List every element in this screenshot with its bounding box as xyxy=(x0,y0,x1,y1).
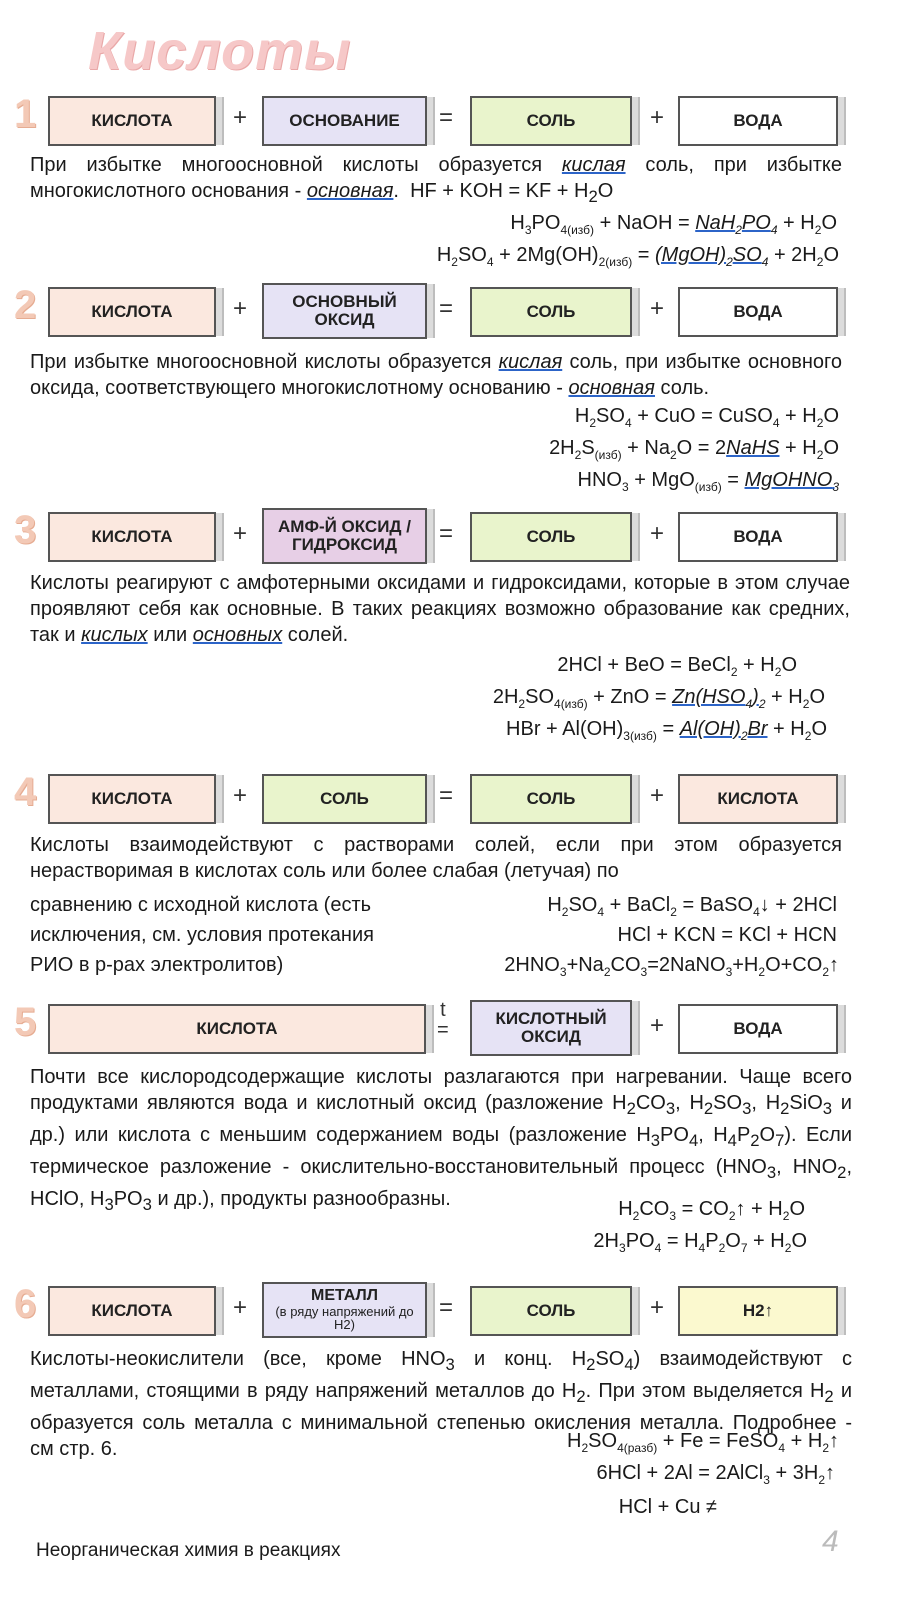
section-text: РИО в р-рах электролитов) xyxy=(30,954,284,976)
box-acid-oxide: КИСЛОТНЫЙ ОКСИД xyxy=(470,1000,632,1056)
op-plus: + xyxy=(650,104,665,131)
section-text: При избытке многоосновной кислоты образуется кислая соль, при избытке многокислотного основания - основная. HF + KOH = KF + $H_2O$ xyxy=(30,154,842,206)
op-plus: + xyxy=(650,1012,665,1039)
equation: $H_2SO_4 + 2Mg(OH)_{2(изб)}$ = $(MgOH)_2SO_4 + 2H_2O$ xyxy=(436,244,839,269)
section-text: Почти все кислородсодержащие кислоты разлагаются при нагревании. Чаще всего продуктами являются вода и кислотный оксид (разложение $H_2CO_3$, $H_2SO_3$, $H_2SiO_3$ и др.) или кислота с меньшим содержанием воды (разложение $H_3PO_4$, $H_4P_2O_7$). Если термическое разложение - окислительно-восстановительный процесс ($HNO_3$, $HNO_2$, HClO, $H_3PO_3$ и др.), продукты разнообразны. xyxy=(30,1066,853,1214)
box-basic-oxide: ОСНОВНЫЙ ОКСИД xyxy=(262,283,427,339)
box-water: ВОДА xyxy=(678,512,838,562)
box-salt: СОЛЬ xyxy=(262,774,427,824)
section-text: исключения, см. условия протекания xyxy=(30,924,374,946)
metal-note: (в ряду напряжений до H2) xyxy=(275,1303,414,1333)
section-text: Кислоты взаимодействуют с растворами солей, если при этом образуется нерастворимая в кислотах соль или более слабая (летучая) по xyxy=(30,834,842,882)
section-text: Кислоты-неокислители (все, кроме $HNO_3$ и конц. $H_2SO_4$) взаимодействуют с металлами, стоящими в ряду напряжений металлов до $H_2$. При этом выделяется $H_2$ и образуется соль металла с минимальной степенью окисления металла. Подробнее - см стр. 6. xyxy=(30,1348,853,1460)
box-hydrogen: H2↑ xyxy=(678,1286,838,1336)
section-text: При избытке многоосновной кислоты образуется кислая соль, при избытке основного оксида, соответствующего многокислотному основанию - основная соль. xyxy=(30,351,842,399)
equation: $H_3PO_{4(изб)}$ + NaOH = $NaH_2PO_4 + H_2O$ xyxy=(510,212,837,237)
box-acid: КИСЛОТА xyxy=(678,774,838,824)
box-water: ВОДА xyxy=(678,96,838,146)
equation: HCl + Cu ≠ xyxy=(618,1496,717,1518)
op-plus: + xyxy=(650,295,665,322)
op-heat-equals: t = xyxy=(437,999,449,1041)
section-number: 4 xyxy=(14,770,37,814)
op-equals: = xyxy=(439,1294,454,1321)
box-salt: СОЛЬ xyxy=(470,774,632,824)
box-salt: СОЛЬ xyxy=(470,287,632,337)
section-number: 5 xyxy=(14,1000,37,1044)
op-plus: + xyxy=(650,782,665,809)
box-base: ОСНОВАНИЕ xyxy=(262,96,427,146)
box-amphoteric: АМФ-Й ОКСИД / ГИДРОКСИД xyxy=(262,508,427,564)
section-number: 3 xyxy=(14,508,37,552)
op-plus: + xyxy=(233,520,248,547)
equation: 6HCl + 2Al = 2AlCl$_3$ + $3H_2↑$ xyxy=(596,1462,835,1487)
equation: $HNO_3 + MgO_{(изб)}$ = MgOHNO$_3$ xyxy=(577,469,839,494)
op-plus: + xyxy=(233,104,248,131)
equation: $2HNO_3+Na_2CO_3=2NaNO_3+H_2O+CO_2↑$ xyxy=(504,954,839,979)
op-plus: + xyxy=(233,1294,248,1321)
section-text: Кислоты реагируют с амфотерными оксидами и гидроксидами, которые в этом случае проявляют себя как основные. В таких реакциях возможно образование как средних, так и кислых или основных солей. xyxy=(30,572,850,646)
section-text: сравнению с исходной кислота (есть xyxy=(30,894,372,916)
equation: $2H_2SO_{4(изб)}$ + ZnO = $Zn(HSO_4)_2 + H_2O$ xyxy=(492,686,825,711)
box-salt: СОЛЬ xyxy=(470,96,632,146)
equation: HCl + KCN = KCl + HCN xyxy=(617,924,837,946)
box-acid: КИСЛОТА xyxy=(48,287,216,337)
box-salt: СОЛЬ xyxy=(470,1286,632,1336)
box-water: ВОДА xyxy=(678,1004,838,1054)
equation: HBr + $Al(OH)_{3(изб)} = Al(OH)_2Br + H_2O$ xyxy=(506,718,827,743)
section-number: 1 xyxy=(14,92,37,136)
op-plus: + xyxy=(650,1294,665,1321)
box-water: ВОДА xyxy=(678,287,838,337)
equation: $2H_2S_{(изб)} + Na_2O$ = 2NaHS + $H_2O$ xyxy=(549,437,839,462)
section-number: 2 xyxy=(14,283,37,327)
op-equals: = xyxy=(439,520,454,547)
box-acid: КИСЛОТА xyxy=(48,512,216,562)
section-number: 6 xyxy=(14,1282,37,1326)
equation: $H_2SO_{4(разб)} + Fe$ = FeSO$_4$ + $H_2↑$ xyxy=(567,1430,839,1455)
equation: $H_2SO_4$ + BaCl$_2$ = BaSO$_4$↓ + 2HCl xyxy=(547,894,837,919)
op-equals: = xyxy=(439,782,454,809)
op-equals: = xyxy=(439,104,454,131)
op-plus: + xyxy=(233,782,248,809)
op-plus: + xyxy=(233,295,248,322)
equation: $H_2SO_4$ + CuO = CuSO$_4$ + $H_2O$ xyxy=(574,405,839,430)
box-acid: КИСЛОТА xyxy=(48,1286,216,1336)
box-metal xyxy=(262,1282,427,1338)
metal-label: МЕТАЛЛ xyxy=(311,1286,378,1304)
footer-text: Неорганическая химия в реакциях xyxy=(36,1540,341,1561)
page-title: Кислоты xyxy=(88,21,352,81)
box-salt: СОЛЬ xyxy=(470,512,632,562)
box-acid: КИСЛОТА xyxy=(48,1004,426,1054)
op-equals: = xyxy=(439,295,454,322)
box-acid: КИСЛОТА xyxy=(48,96,216,146)
box-acid: КИСЛОТА xyxy=(48,774,216,824)
equation: $2H_3PO_4 = H_4P_2O_7 + H_2O$ xyxy=(593,1230,807,1255)
equation: $H_2CO_3$ = $CO_2↑ + H_2O$ xyxy=(618,1198,805,1223)
op-plus: + xyxy=(650,520,665,547)
page-number: 4 xyxy=(822,1525,839,1558)
equation: 2HCl + BeO = BeCl$_2$ + $H_2O$ xyxy=(557,654,797,679)
